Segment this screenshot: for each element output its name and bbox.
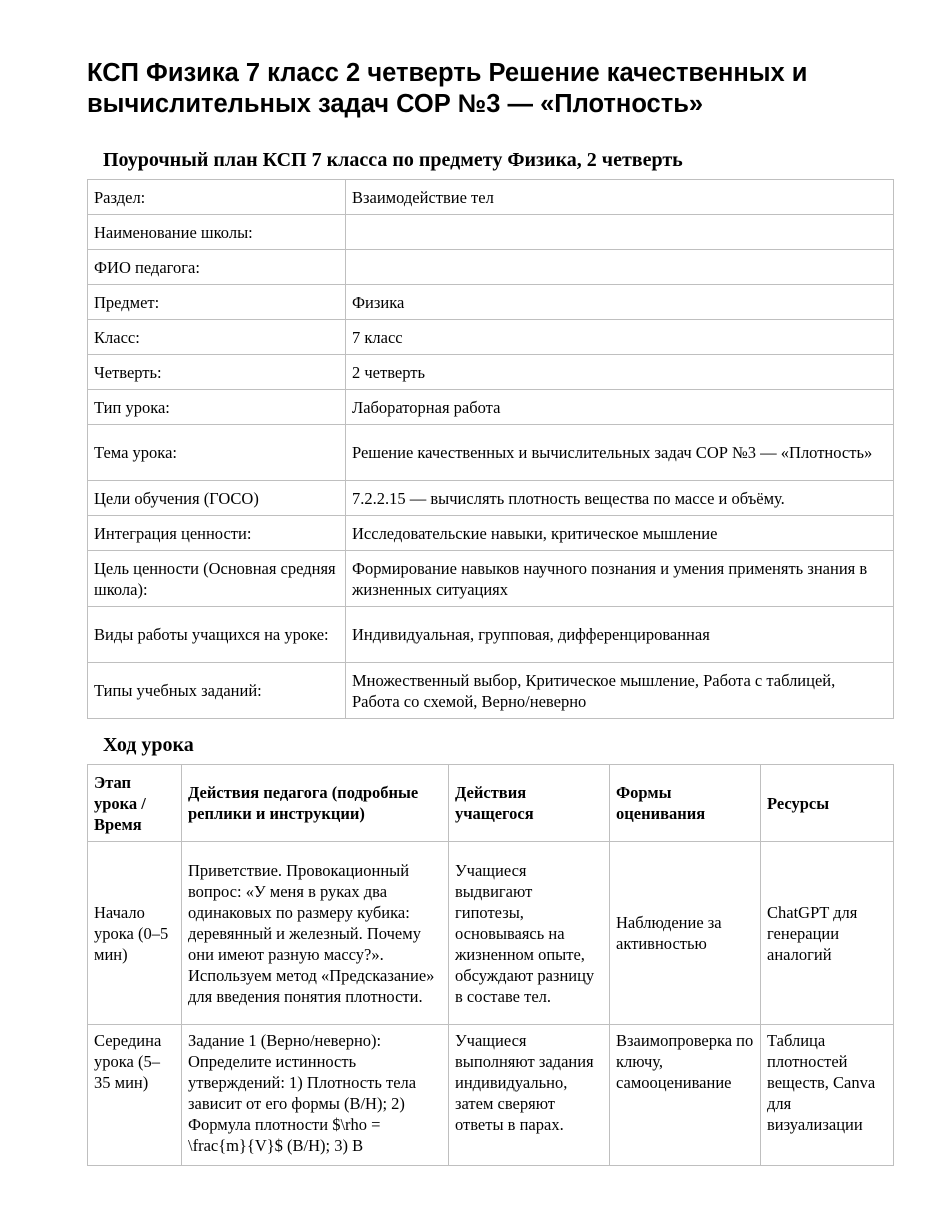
- plan-value: [346, 250, 894, 285]
- plan-row: [88, 215, 894, 250]
- plan-row: [88, 285, 894, 320]
- column-header-assessment: Формы оценивания: [610, 765, 761, 842]
- stage-cell: [88, 1025, 182, 1166]
- plan-label: Предмет:: [88, 285, 346, 320]
- plan-row: [88, 390, 894, 425]
- student-cell: Учащиеся выдвигают гипотезы, основываясь на жизненном опыте, обсуждают разницу в составе тел.: [449, 842, 610, 1025]
- stage-cell: Начало урока (0–5 мин): [88, 842, 182, 1025]
- plan-label: Интеграция ценности:: [88, 516, 346, 551]
- lesson-row: [88, 1025, 894, 1166]
- resources-cell: ChatGPT для генерации аналогий: [761, 842, 894, 1025]
- plan-label: Наименование школы:: [88, 215, 346, 250]
- plan-value: Индивидуальная, групповая, дифференцированная: [346, 607, 894, 663]
- teacher-text: Задание 1 (Верно/неверно): Определите истинность утверждений: 1) Плотность тела зависит от его формы (В/Н); 2) Формула плотности $\rho = \frac{m}{V}$ (В/Н); 3) В: [188, 1031, 417, 1155]
- plan-value: Физика: [346, 285, 894, 320]
- plan-label: Виды работы учащихся на уроке:: [88, 607, 346, 663]
- plan-value: 2 четверть: [346, 355, 894, 390]
- plan-label: Цели обучения (ГОСО): [88, 481, 346, 516]
- column-header-student: Действия учащегося: [449, 765, 610, 842]
- plan-value: [346, 215, 894, 250]
- plan-row: [88, 663, 894, 719]
- plan-label: ФИО педагога:: [88, 250, 346, 285]
- lesson-row: [88, 842, 894, 1025]
- plan-label: Цель ценности (Основная средняя школа):: [88, 551, 346, 607]
- assessment-cell: [610, 1025, 761, 1166]
- plan-value: Формирование навыков научного познания и умения применять знания в жизненных ситуациях: [346, 551, 894, 607]
- document-title: КСП Физика 7 класс 2 четверть Решение качественных и вычислительных задач СОР №3 — «Плотность»: [87, 59, 808, 118]
- lesson-header-row: [88, 765, 894, 842]
- student-text: Учащиеся выполняют задания индивидуально, затем сверяют ответы в парах.: [455, 1031, 594, 1134]
- plan-table: [87, 179, 894, 719]
- plan-row: [88, 551, 894, 607]
- plan-label: Раздел:: [88, 180, 346, 215]
- plan-value: 7.2.2.15 — вычислять плотность вещества по массе и объёму.: [346, 481, 894, 516]
- plan-label: Тема урока:: [88, 425, 346, 481]
- plan-row: [88, 516, 894, 551]
- lesson-heading: Ход урока: [103, 734, 194, 756]
- plan-row: [88, 481, 894, 516]
- plan-value: Взаимодействие тел: [346, 180, 894, 215]
- plan-row: [88, 607, 894, 663]
- assessment-cell: Наблюдение за активностью: [610, 842, 761, 1025]
- plan-row: [88, 425, 894, 481]
- teacher-cell: [182, 1025, 449, 1166]
- plan-row: [88, 355, 894, 390]
- stage-text: Середина урока (5–35 мин): [94, 1031, 162, 1092]
- column-header-teacher: Действия педагога (подробные реплики и инструкции): [182, 765, 449, 842]
- plan-label: Тип урока:: [88, 390, 346, 425]
- assessment-text: Взаимопроверка по ключу, самооценивание: [616, 1031, 754, 1092]
- plan-label: Четверть:: [88, 355, 346, 390]
- plan-label: Класс:: [88, 320, 346, 355]
- lesson-table: [87, 764, 894, 1166]
- column-header-resources: Ресурсы: [761, 765, 894, 842]
- plan-value: Множественный выбор, Критическое мышление, Работа с таблицей, Работа со схемой, Верно/неверно: [346, 663, 894, 719]
- resources-text: Таблица плотностей веществ, Canva для визуализации: [767, 1031, 876, 1134]
- plan-label: Типы учебных заданий:: [88, 663, 346, 719]
- plan-row: [88, 250, 894, 285]
- teacher-cell: Приветствие. Провокационный вопрос: «У меня в руках два одинаковых по размеру кубика: деревянный и железный. Почему они имеют разную массу?». Используем метод «Предсказание» для введения понятия плотности.: [182, 842, 449, 1025]
- column-header-stage: Этап урока / Время: [88, 765, 182, 842]
- plan-row: [88, 180, 894, 215]
- student-cell: [449, 1025, 610, 1166]
- plan-row: [88, 320, 894, 355]
- plan-value: Решение качественных и вычислительных задач СОР №3 — «Плотность»: [346, 425, 894, 481]
- resources-cell: [761, 1025, 894, 1166]
- plan-heading: Поурочный план КСП 7 класса по предмету Физика, 2 четверть: [103, 149, 683, 171]
- plan-value: Лабораторная работа: [346, 390, 894, 425]
- plan-value: 7 класс: [346, 320, 894, 355]
- plan-value: Исследовательские навыки, критическое мышление: [346, 516, 894, 551]
